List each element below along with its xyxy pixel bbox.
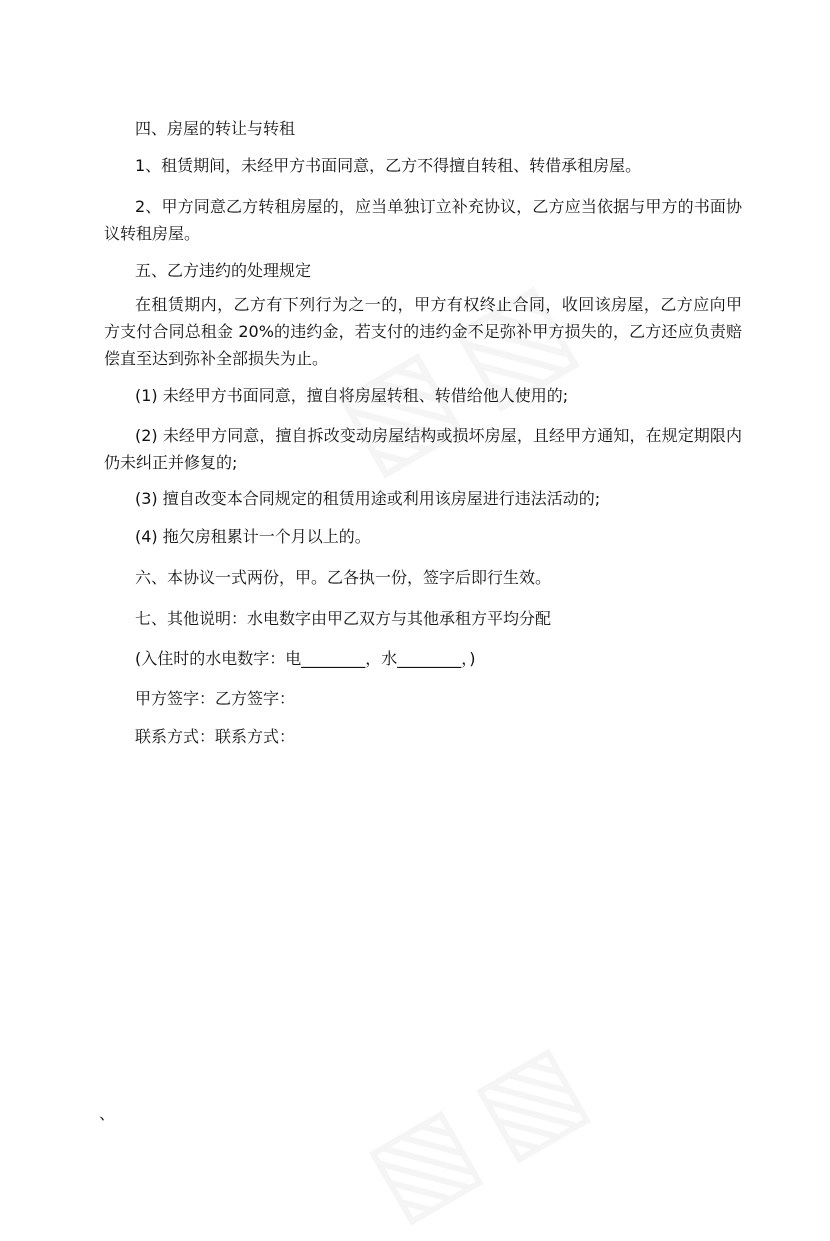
section4-title: 四、房屋的转让与转租 xyxy=(135,119,296,138)
section5-item2: (2) 未经甲方同意，擅自拆改变动房屋结构或损坏房屋，且经甲方通知，在规定期限内仍未纠正并修复的; xyxy=(104,426,742,472)
section5-item3: (3) 擅自改变本合同规定的租赁用途或利用该房屋进行违法活动的; xyxy=(135,489,601,508)
section5-intro: 在租赁期内，乙方有下列行为之一的，甲方有权终止合同，收回该房屋，乙方应向甲方支付合同总租金 20%的违约金，若支付的违约金不足弥补甲方损失的，乙方还应负责赔偿直至达到弥补全部损失为止。 xyxy=(104,295,742,368)
section4-item1: 1、租赁期间，未经甲方书面同意，乙方不得擅自转租、转借承租房屋。 xyxy=(135,156,642,175)
watermark-graphic-bottom xyxy=(345,1007,624,1241)
contact-line: 联系方式：联系方式： xyxy=(135,727,296,746)
section6-text: 六、本协议一式两份，甲。乙各执一份，签字后即行生效。 xyxy=(135,568,552,587)
section5-item1: (1) 未经甲方书面同意，擅自将房屋转租、转借给他人使用的; xyxy=(135,386,569,405)
footer-mark: 、 xyxy=(99,1104,116,1123)
section4-item2: 2、甲方同意乙方转租房屋的，应当单独订立补充协议，乙方应当依据与甲方的书面协议转租房屋。 xyxy=(104,197,742,243)
section5-item4: (4) 拖欠房租累计一个月以上的。 xyxy=(135,527,371,546)
meter-readings-line: (入住时的水电数字：电________，水________，) xyxy=(135,649,476,668)
section7-text: 七、其他说明：水电数字由甲乙双方与其他承租方平均分配 xyxy=(135,609,552,628)
section5-title: 五、乙方违约的处理规定 xyxy=(135,261,312,280)
signature-line: 甲方签字：乙方签字： xyxy=(135,689,296,708)
